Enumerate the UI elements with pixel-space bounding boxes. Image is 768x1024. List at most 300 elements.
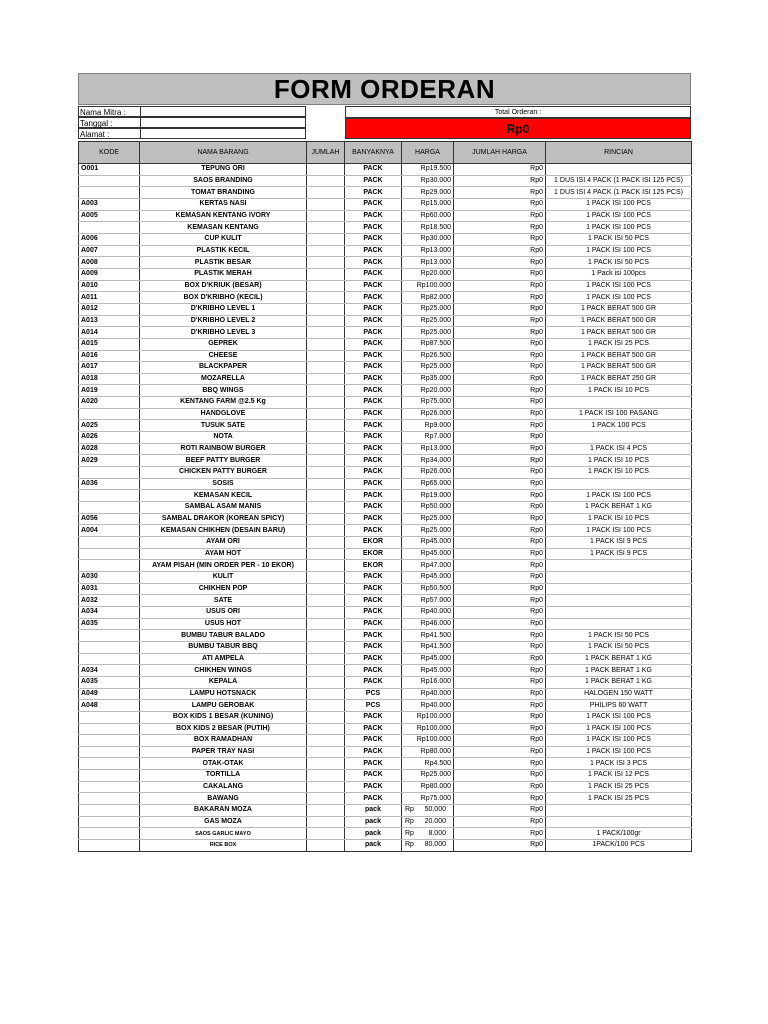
cell-banyaknya: PACK xyxy=(345,338,402,350)
cell-jumlah-harga: Rp0 xyxy=(454,245,546,257)
cell-jumlah-harga: Rp0 xyxy=(454,665,546,677)
table-row xyxy=(79,571,692,583)
col-header-rincian: RINCIAN xyxy=(546,142,692,164)
cell-kode xyxy=(79,816,140,828)
cell-jumlah-harga: Rp0 xyxy=(454,711,546,723)
alamat-input[interactable] xyxy=(140,128,306,139)
cell-rincian: PHILIPS 60 WATT xyxy=(546,700,692,712)
cell-nama-barang: NOTA xyxy=(140,432,307,444)
cell-jumlah-input[interactable] xyxy=(307,408,345,420)
table-row xyxy=(79,187,692,199)
cell-harga: Rp13.000 xyxy=(402,443,454,455)
cell-kode xyxy=(79,641,140,653)
cell-rincian: 1 PACK ISI 100 PCS xyxy=(546,525,692,537)
cell-nama-barang: KEMASAN KECIL xyxy=(140,490,307,502)
cell-kode: A056 xyxy=(79,513,140,525)
cell-jumlah-input[interactable] xyxy=(307,198,345,210)
table-header-row xyxy=(79,142,692,164)
cell-banyaknya: PACK xyxy=(345,292,402,304)
cell-rincian: 1 DUS ISI 4 PACK (1 PACK ISI 125 PCS) xyxy=(546,187,692,199)
cell-jumlah-input[interactable] xyxy=(307,723,345,735)
cell-jumlah-input[interactable] xyxy=(307,443,345,455)
cell-nama-barang: PLASTIK MERAH xyxy=(140,268,307,280)
table-row xyxy=(79,490,692,502)
cell-rincian xyxy=(546,816,692,828)
cell-kode: O001 xyxy=(79,164,140,176)
cell-nama-barang: PLASTIK KECIL xyxy=(140,245,307,257)
cell-nama-barang: TOMAT BRANDING xyxy=(140,187,307,199)
cell-nama-barang: CAKALANG xyxy=(140,781,307,793)
cell-kode xyxy=(79,502,140,514)
cell-jumlah-input[interactable] xyxy=(307,338,345,350)
cell-banyaknya: PACK xyxy=(345,723,402,735)
cell-kode xyxy=(79,805,140,817)
cell-harga: Rp60.000 xyxy=(402,210,454,222)
cell-jumlah-harga: Rp0 xyxy=(454,548,546,560)
cell-jumlah-input[interactable] xyxy=(307,793,345,805)
cell-jumlah-input[interactable] xyxy=(307,315,345,327)
cell-nama-barang: D'KRIBHO LEVEL 1 xyxy=(140,303,307,315)
cell-rincian: 1 PACK ISI 100 PCS xyxy=(546,292,692,304)
table-row xyxy=(79,840,692,852)
cell-jumlah-input[interactable] xyxy=(307,548,345,560)
cell-nama-barang: SAMBAL ASAM MANIS xyxy=(140,502,307,514)
cell-jumlah-input[interactable] xyxy=(307,688,345,700)
cell-jumlah-input[interactable] xyxy=(307,560,345,572)
cell-rincian: 1 PACK/100gr xyxy=(546,828,692,840)
cell-jumlah-input[interactable] xyxy=(307,746,345,758)
cell-harga: Rp13.000 xyxy=(402,245,454,257)
cell-banyaknya: PACK xyxy=(345,502,402,514)
cell-jumlah-input[interactable] xyxy=(307,303,345,315)
cell-harga: Rp16.000 xyxy=(402,676,454,688)
cell-banyaknya: PACK xyxy=(345,362,402,374)
cell-jumlah-harga: Rp0 xyxy=(454,420,546,432)
cell-kode: A035 xyxy=(79,676,140,688)
cell-kode: A016 xyxy=(79,350,140,362)
cell-jumlah-harga: Rp0 xyxy=(454,758,546,770)
cell-harga: Rp25.000 xyxy=(402,327,454,339)
table-row xyxy=(79,292,692,304)
cell-kode xyxy=(79,630,140,642)
cell-jumlah-harga: Rp0 xyxy=(454,397,546,409)
cell-banyaknya: PACK xyxy=(345,665,402,677)
cell-jumlah-input[interactable] xyxy=(307,245,345,257)
cell-nama-barang: BOX D'KRIUK (BESAR) xyxy=(140,280,307,292)
cell-jumlah-input[interactable] xyxy=(307,257,345,269)
cell-kode: A036 xyxy=(79,478,140,490)
cell-nama-barang: GAS MOZA xyxy=(140,816,307,828)
cell-jumlah-harga: Rp0 xyxy=(454,362,546,374)
cell-harga: Rp30.000 xyxy=(402,175,454,187)
table-row xyxy=(79,525,692,537)
table-row xyxy=(79,676,692,688)
cell-harga: Rp35.000 xyxy=(402,373,454,385)
table-row xyxy=(79,688,692,700)
table-row xyxy=(79,781,692,793)
order-form-sheet xyxy=(78,73,691,852)
cell-jumlah-input[interactable] xyxy=(307,233,345,245)
cell-rincian xyxy=(546,618,692,630)
cell-banyaknya: PACK xyxy=(345,280,402,292)
cell-kode: A008 xyxy=(79,257,140,269)
cell-jumlah-input[interactable] xyxy=(307,210,345,222)
cell-nama-barang: ATI AMPELA xyxy=(140,653,307,665)
cell-nama-barang: LAMPU GEROBAK xyxy=(140,700,307,712)
cell-jumlah-input[interactable] xyxy=(307,373,345,385)
cell-jumlah-harga: Rp0 xyxy=(454,432,546,444)
col-header-banyaknya: BANYAKNYA xyxy=(345,142,402,164)
cell-banyaknya: EKOR xyxy=(345,548,402,560)
cell-rincian: HALOGEN 150 WATT xyxy=(546,688,692,700)
cell-nama-barang: TEPUNG ORI xyxy=(140,164,307,176)
cell-nama-barang: SAOS GARLIC MAYO xyxy=(140,828,307,840)
alamat-row xyxy=(78,128,306,139)
cell-jumlah-input[interactable] xyxy=(307,828,345,840)
table-row xyxy=(79,222,692,234)
cell-jumlah-harga: Rp0 xyxy=(454,700,546,712)
cell-harga: Rp19.000 xyxy=(402,490,454,502)
table-row xyxy=(79,606,692,618)
cell-harga: Rp25.000 xyxy=(402,315,454,327)
table-row xyxy=(79,467,692,479)
cell-harga: Rp100.000 xyxy=(402,711,454,723)
cell-jumlah-input[interactable] xyxy=(307,490,345,502)
cell-jumlah-harga: Rp0 xyxy=(454,467,546,479)
cell-nama-barang: KEMASAN CHIKHEN (DESAIN BARU) xyxy=(140,525,307,537)
cell-jumlah-harga: Rp0 xyxy=(454,735,546,747)
cell-jumlah-input[interactable] xyxy=(307,502,345,514)
cell-nama-barang: BBQ WINGS xyxy=(140,385,307,397)
cell-harga xyxy=(402,840,454,852)
cell-jumlah-input[interactable] xyxy=(307,350,345,362)
cell-jumlah-input[interactable] xyxy=(307,187,345,199)
cell-kode: A030 xyxy=(79,571,140,583)
cell-banyaknya: PACK xyxy=(345,373,402,385)
cell-kode xyxy=(79,735,140,747)
cell-jumlah-harga: Rp0 xyxy=(454,338,546,350)
cell-harga: Rp82.000 xyxy=(402,292,454,304)
cell-banyaknya: PACK xyxy=(345,164,402,176)
cell-jumlah-harga: Rp0 xyxy=(454,222,546,234)
table-row xyxy=(79,618,692,630)
tanggal-row xyxy=(78,117,306,128)
cell-kode: A034 xyxy=(79,665,140,677)
cell-banyaknya: EKOR xyxy=(345,537,402,549)
table-row xyxy=(79,537,692,549)
cell-jumlah-harga: Rp0 xyxy=(454,723,546,735)
cell-kode: A029 xyxy=(79,455,140,467)
table-row xyxy=(79,385,692,397)
table-row xyxy=(79,665,692,677)
cell-rincian xyxy=(546,606,692,618)
table-row xyxy=(79,175,692,187)
form-title-bar xyxy=(78,73,691,105)
cell-jumlah-harga: Rp0 xyxy=(454,618,546,630)
cell-banyaknya: PACK xyxy=(345,467,402,479)
col-header-kode: KODE xyxy=(79,142,140,164)
cell-jumlah-input[interactable] xyxy=(307,292,345,304)
cell-nama-barang: KEMASAN KENTANG xyxy=(140,222,307,234)
cell-rincian: 1 PACK ISI 50 PCS xyxy=(546,233,692,245)
cell-jumlah-harga: Rp0 xyxy=(454,630,546,642)
table-row xyxy=(79,630,692,642)
cell-rincian: 1 PACK ISI 9 PCS xyxy=(546,537,692,549)
cell-banyaknya: PACK xyxy=(345,735,402,747)
table-row xyxy=(79,280,692,292)
cell-nama-barang: PAPER TRAY NASI xyxy=(140,746,307,758)
cell-jumlah-input[interactable] xyxy=(307,711,345,723)
cell-harga: Rp25.000 xyxy=(402,303,454,315)
cell-rincian xyxy=(546,432,692,444)
cell-banyaknya: PACK xyxy=(345,432,402,444)
cell-harga: Rp75.000 xyxy=(402,793,454,805)
cell-banyaknya: PACK xyxy=(345,187,402,199)
cell-rincian: 1 PACK BERAT 1 KG xyxy=(546,502,692,514)
cell-kode: A003 xyxy=(79,198,140,210)
cell-jumlah-input[interactable] xyxy=(307,840,345,852)
cell-jumlah-input[interactable] xyxy=(307,770,345,782)
cell-jumlah-harga: Rp0 xyxy=(454,303,546,315)
cell-banyaknya: EKOR xyxy=(345,560,402,572)
table-row xyxy=(79,828,692,840)
cell-banyaknya: PACK xyxy=(345,257,402,269)
cell-jumlah-harga: Rp0 xyxy=(454,770,546,782)
table-row xyxy=(79,362,692,374)
table-row xyxy=(79,164,692,176)
cell-harga: Rp26.000 xyxy=(402,408,454,420)
cell-harga: Rp19.500 xyxy=(402,164,454,176)
cell-rincian: 1PACK/100 PCS xyxy=(546,840,692,852)
cell-kode xyxy=(79,187,140,199)
cell-harga: Rp18.500 xyxy=(402,222,454,234)
cell-banyaknya: PACK xyxy=(345,385,402,397)
cell-harga: Rp45.000 xyxy=(402,665,454,677)
cell-kode: A017 xyxy=(79,362,140,374)
table-row xyxy=(79,245,692,257)
cell-jumlah-harga: Rp0 xyxy=(454,688,546,700)
tanggal-label: Tanggal : xyxy=(78,117,140,128)
cell-harga xyxy=(402,828,454,840)
table-row xyxy=(79,793,692,805)
cell-harga: Rp100.000 xyxy=(402,723,454,735)
cell-jumlah-input[interactable] xyxy=(307,537,345,549)
table-row xyxy=(79,502,692,514)
cell-harga: Rp15.000 xyxy=(402,198,454,210)
cell-jumlah-harga: Rp0 xyxy=(454,210,546,222)
cell-jumlah-harga: Rp0 xyxy=(454,502,546,514)
cell-jumlah-input[interactable] xyxy=(307,781,345,793)
cell-nama-barang: KEPALA xyxy=(140,676,307,688)
cell-jumlah-input[interactable] xyxy=(307,665,345,677)
cell-harga: Rp80.000 xyxy=(402,746,454,758)
cell-nama-barang: D'KRIBHO LEVEL 3 xyxy=(140,327,307,339)
cell-nama-barang: CHIKHEN POP xyxy=(140,583,307,595)
cell-banyaknya: PACK xyxy=(345,175,402,187)
cell-banyaknya: PACK xyxy=(345,222,402,234)
cell-nama-barang: KEMASAN KENTANG IVORY xyxy=(140,210,307,222)
cell-kode: A034 xyxy=(79,606,140,618)
cell-nama-barang: AYAM ORI xyxy=(140,537,307,549)
cell-jumlah-input[interactable] xyxy=(307,653,345,665)
cell-rincian: 1 PACK ISI 10 PCS xyxy=(546,385,692,397)
cell-kode xyxy=(79,793,140,805)
cell-banyaknya: PACK xyxy=(345,420,402,432)
cell-nama-barang: AYAM PISAH (MIN ORDER PER - 10 EKOR) xyxy=(140,560,307,572)
cell-harga: Rp40.000 xyxy=(402,688,454,700)
cell-banyaknya: PACK xyxy=(345,770,402,782)
table-row xyxy=(79,373,692,385)
cell-kode xyxy=(79,653,140,665)
table-row xyxy=(79,233,692,245)
cell-kode: A004 xyxy=(79,525,140,537)
cell-jumlah-input[interactable] xyxy=(307,805,345,817)
cell-jumlah-harga: Rp0 xyxy=(454,805,546,817)
cell-jumlah-input[interactable] xyxy=(307,571,345,583)
cell-jumlah-input[interactable] xyxy=(307,758,345,770)
cell-jumlah-input[interactable] xyxy=(307,385,345,397)
cell-rincian: 1 Pack isi 100pcs xyxy=(546,268,692,280)
cell-harga: Rp45.000 xyxy=(402,548,454,560)
table-row xyxy=(79,746,692,758)
cell-rincian: 1 PACK BERAT 500 GR xyxy=(546,362,692,374)
cell-jumlah-harga: Rp0 xyxy=(454,560,546,572)
cell-harga: Rp34.000 xyxy=(402,455,454,467)
cell-nama-barang: BAKARAN MOZA xyxy=(140,805,307,817)
cell-nama-barang: KERTAS NASI xyxy=(140,198,307,210)
cell-jumlah-input[interactable] xyxy=(307,175,345,187)
cell-jumlah-harga: Rp0 xyxy=(454,583,546,595)
cell-harga: Rp75.000 xyxy=(402,397,454,409)
order-table xyxy=(78,141,692,852)
cell-banyaknya: PCS xyxy=(345,688,402,700)
cell-banyaknya: PACK xyxy=(345,606,402,618)
cell-jumlah-input[interactable] xyxy=(307,816,345,828)
nama-mitra-input[interactable] xyxy=(140,106,306,117)
cell-harga: Rp4.500 xyxy=(402,758,454,770)
cell-harga: Rp41.500 xyxy=(402,630,454,642)
cell-jumlah-input[interactable] xyxy=(307,362,345,374)
cell-harga: Rp47.000 xyxy=(402,560,454,572)
cell-jumlah-input[interactable] xyxy=(307,467,345,479)
cell-jumlah-input[interactable] xyxy=(307,525,345,537)
table-row xyxy=(79,723,692,735)
cell-jumlah-input[interactable] xyxy=(307,735,345,747)
cell-jumlah-harga: Rp0 xyxy=(454,490,546,502)
cell-harga: Rp80.000 xyxy=(402,781,454,793)
table-row xyxy=(79,758,692,770)
table-row xyxy=(79,327,692,339)
cell-rincian: 1 PACK ISI 10 PCS xyxy=(546,513,692,525)
cell-rincian xyxy=(546,164,692,176)
cell-banyaknya: PACK xyxy=(345,630,402,642)
cell-kode: A015 xyxy=(79,338,140,350)
cell-harga: Rp30.000 xyxy=(402,233,454,245)
cell-jumlah-harga: Rp0 xyxy=(454,828,546,840)
cell-jumlah-harga: Rp0 xyxy=(454,315,546,327)
cell-rincian xyxy=(546,595,692,607)
table-row xyxy=(79,560,692,572)
cell-jumlah-harga: Rp0 xyxy=(454,280,546,292)
cell-jumlah-input[interactable] xyxy=(307,676,345,688)
table-row xyxy=(79,303,692,315)
cell-banyaknya: PACK xyxy=(345,583,402,595)
cell-jumlah-input[interactable] xyxy=(307,606,345,618)
cell-jumlah-input[interactable] xyxy=(307,513,345,525)
cell-harga: Rp29.000 xyxy=(402,187,454,199)
cell-jumlah-input[interactable] xyxy=(307,420,345,432)
cell-rincian: 1 PACK ISI 100 PCS xyxy=(546,711,692,723)
table-row xyxy=(79,700,692,712)
cell-kode: A013 xyxy=(79,315,140,327)
cell-jumlah-harga: Rp0 xyxy=(454,571,546,583)
cell-harga: Rp7.000 xyxy=(402,432,454,444)
table-row xyxy=(79,315,692,327)
cell-jumlah-input[interactable] xyxy=(307,641,345,653)
harga-amount: 20.000 xyxy=(424,818,446,826)
cell-rincian: 1 PACK ISI 100 PCS xyxy=(546,735,692,747)
cell-banyaknya: PACK xyxy=(345,455,402,467)
cell-jumlah-input[interactable] xyxy=(307,222,345,234)
cell-nama-barang: BLACKPAPER xyxy=(140,362,307,374)
cell-rincian: 1 PACK ISI 50 PCS xyxy=(546,641,692,653)
order-table-body xyxy=(79,164,692,852)
cell-jumlah-input[interactable] xyxy=(307,327,345,339)
cell-kode: A018 xyxy=(79,373,140,385)
cell-kode xyxy=(79,828,140,840)
cell-kode xyxy=(79,746,140,758)
cell-harga: Rp26.000 xyxy=(402,467,454,479)
cell-jumlah-input[interactable] xyxy=(307,280,345,292)
cell-harga: Rp25.000 xyxy=(402,770,454,782)
cell-jumlah-input[interactable] xyxy=(307,700,345,712)
cell-jumlah-input[interactable] xyxy=(307,630,345,642)
cell-kode xyxy=(79,711,140,723)
cell-jumlah-input[interactable] xyxy=(307,268,345,280)
table-row xyxy=(79,595,692,607)
info-block xyxy=(78,105,691,141)
cell-jumlah-input[interactable] xyxy=(307,583,345,595)
cell-harga: Rp9.000 xyxy=(402,420,454,432)
cell-jumlah-input[interactable] xyxy=(307,397,345,409)
cell-jumlah-harga: Rp0 xyxy=(454,257,546,269)
cell-jumlah-harga: Rp0 xyxy=(454,327,546,339)
cell-banyaknya: PACK xyxy=(345,595,402,607)
cell-kode: A025 xyxy=(79,420,140,432)
harga-currency: Rp xyxy=(405,818,414,826)
cell-jumlah-input[interactable] xyxy=(307,595,345,607)
table-row xyxy=(79,770,692,782)
cell-jumlah-input[interactable] xyxy=(307,432,345,444)
table-row xyxy=(79,816,692,828)
cell-kode: A019 xyxy=(79,385,140,397)
cell-banyaknya: pack xyxy=(345,816,402,828)
cell-rincian: 1 PACK BERAT 1 KG xyxy=(546,653,692,665)
cell-jumlah-harga: Rp0 xyxy=(454,198,546,210)
tanggal-input[interactable] xyxy=(140,117,306,128)
cell-jumlah-input[interactable] xyxy=(307,478,345,490)
cell-rincian xyxy=(546,560,692,572)
table-row xyxy=(79,210,692,222)
cell-kode xyxy=(79,758,140,770)
cell-jumlah-harga: Rp0 xyxy=(454,746,546,758)
cell-jumlah-input[interactable] xyxy=(307,164,345,176)
cell-jumlah-input[interactable] xyxy=(307,618,345,630)
cell-jumlah-input[interactable] xyxy=(307,455,345,467)
cell-harga: Rp46.000 xyxy=(402,618,454,630)
cell-jumlah-harga: Rp0 xyxy=(454,373,546,385)
cell-harga xyxy=(402,805,454,817)
